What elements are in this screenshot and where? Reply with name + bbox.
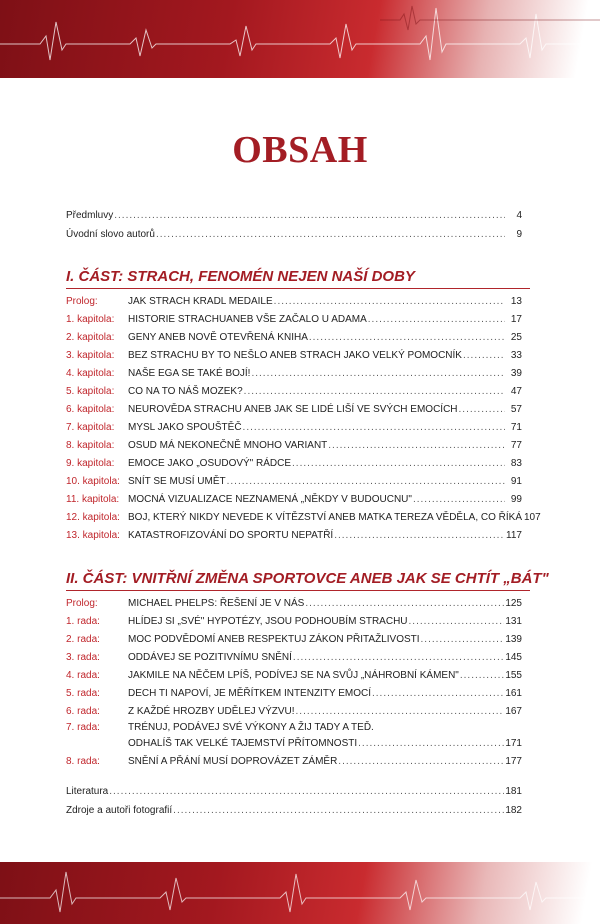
leader-dots <box>243 422 505 433</box>
leader-dots <box>293 652 504 663</box>
leader-dots <box>305 598 504 609</box>
toc-entry[interactable] <box>66 386 522 402</box>
leader-dots <box>296 706 505 717</box>
entry-title: CO NA TO NÁŠ MOZEK? <box>128 386 243 397</box>
entry-title: Úvodní slovo autorů <box>66 229 155 240</box>
toc-entry[interactable] <box>66 634 522 650</box>
toc-entry-zdroje[interactable] <box>66 805 522 821</box>
entry-page: 139 <box>505 634 522 645</box>
toc-entry[interactable] <box>66 616 522 632</box>
entry-title: HISTORIE STRACHUANEB VŠE ZAČALO U ADAMA <box>128 314 367 325</box>
entry-title: BOJ, KTERÝ NIKDY NEVEDE K VÍTĚZSTVÍ ANEB MATKA TEREZA VĚDĚLA, CO ŘÍKÁ <box>128 512 522 523</box>
leader-dots <box>409 616 505 627</box>
entry-page: 171 <box>505 738 522 749</box>
entry-title: MYSL JAKO SPOUŠTĚČ <box>128 422 242 433</box>
entry-page: 33 <box>510 350 522 361</box>
entry-title: Zdroje a autoři fotografií <box>66 805 173 816</box>
toc-entry[interactable] <box>66 598 522 614</box>
entry-label: 1. rada: <box>66 616 100 627</box>
entry-label: 4. rada: <box>66 670 100 681</box>
leader-dots <box>227 476 505 487</box>
leader-dots <box>244 386 505 397</box>
leader-dots <box>368 314 505 325</box>
leader-dots <box>421 634 505 645</box>
entry-label: Prolog: <box>66 296 98 307</box>
entry-page: 39 <box>510 368 522 379</box>
entry-label: 8. rada: <box>66 756 100 767</box>
entry-label: 3. kapitola: <box>66 350 115 361</box>
toc-entry[interactable] <box>66 314 522 330</box>
entry-label: 10. kapitola: <box>66 476 120 487</box>
toc-entry[interactable] <box>66 350 522 366</box>
entry-page: 161 <box>505 688 522 699</box>
toc-entry[interactable] <box>66 368 522 384</box>
entry-label: 13. kapitola: <box>66 530 120 541</box>
entry-label: 7. kapitola: <box>66 422 115 433</box>
entry-label: 4. kapitola: <box>66 368 115 379</box>
entry-label: 11. kapitola: <box>66 494 120 505</box>
toc-entry[interactable] <box>66 404 522 420</box>
entry-label: 5. kapitola: <box>66 386 115 397</box>
entry-title: MOCNÁ VIZUALIZACE NEZNAMENÁ „NĚKDY V BUDOUCNU" <box>128 494 412 505</box>
part-1-divider <box>66 288 530 289</box>
toc-entry-uvodni-slovo[interactable] <box>66 229 522 245</box>
leader-dots <box>372 688 504 699</box>
leader-dots <box>114 210 505 221</box>
toc-entry[interactable] <box>66 422 522 438</box>
heartbeat-line-icon <box>0 862 600 924</box>
leader-dots <box>459 404 505 415</box>
entry-label: 9. kapitola: <box>66 458 115 469</box>
entry-page: 145 <box>505 652 522 663</box>
entry-label: 2. kapitola: <box>66 332 115 343</box>
toc-entry[interactable] <box>66 512 541 528</box>
entry-page: 71 <box>510 422 522 433</box>
toc-entry[interactable] <box>66 652 522 668</box>
leader-dots <box>334 530 505 541</box>
entry-title: SNÍT SE MUSÍ UMĚT <box>128 476 226 487</box>
leader-dots <box>338 756 504 767</box>
part-2-heading: II. ČÁST: VNITŘNÍ ZMĚNA SPORTOVCE ANEB JAK SE CHTÍT „BÁT" <box>66 570 549 587</box>
toc-entry[interactable] <box>66 670 522 686</box>
toc-entry[interactable] <box>66 706 522 722</box>
entry-page: 47 <box>510 386 522 397</box>
entry-page: 117 <box>506 530 522 541</box>
entry-page: 167 <box>505 706 522 717</box>
footer-decoration-band <box>0 862 600 924</box>
entry-page: 182 <box>505 805 522 816</box>
toc-entry[interactable] <box>66 756 522 772</box>
entry-title: JAKMILE NA NĚČEM LPÍŠ, PODÍVEJ SE NA SVŮJ „NÁHROBNÍ KÁMEN" <box>128 670 459 681</box>
toc-entry-continuation[interactable] <box>66 738 522 754</box>
entry-title: NEUROVĚDA STRACHU ANEB JAK SE LIDÉ LIŠÍ VE SVÝCH EMOCÍCH <box>128 404 458 415</box>
entry-label: 5. rada: <box>66 688 100 699</box>
toc-entry[interactable] <box>66 722 522 738</box>
entry-page: 4 <box>516 210 522 221</box>
entry-label: 7. rada: <box>66 722 100 733</box>
entry-title: HLÍDEJ SI „SVÉ" HYPOTÉZY, JSOU PODHOUBÍM STRACHU <box>128 616 408 627</box>
entry-page: 77 <box>510 440 522 451</box>
entry-title: MOC PODVĚDOMÍ ANEB RESPEKTUJ ZÁKON PŘITAŽLIVOSTI <box>128 634 420 645</box>
entry-page: 107 <box>524 512 541 523</box>
leader-dots <box>413 494 505 505</box>
toc-entry[interactable] <box>66 296 522 312</box>
entry-label: 2. rada: <box>66 634 100 645</box>
entry-title: Předmluvy <box>66 210 114 221</box>
entry-label: 6. rada: <box>66 706 100 717</box>
toc-entry-literatura[interactable] <box>66 786 522 802</box>
leader-dots <box>358 738 504 749</box>
entry-page: 125 <box>505 598 522 609</box>
entry-title: NAŠE EGA SE TAKÉ BOJÍ! <box>128 368 251 379</box>
entry-page: 181 <box>505 786 522 797</box>
entry-page: 17 <box>510 314 522 325</box>
part-1-heading: I. ČÁST: STRACH, FENOMÉN NEJEN NAŠÍ DOBY <box>66 268 415 285</box>
leader-dots <box>460 670 504 681</box>
entry-label: 1. kapitola: <box>66 314 115 325</box>
toc-entry[interactable] <box>66 530 522 546</box>
toc-entry[interactable] <box>66 458 522 474</box>
entry-page: 83 <box>510 458 522 469</box>
entry-page: 99 <box>510 494 522 505</box>
page-title: OBSAH <box>232 129 368 171</box>
entry-page: 25 <box>510 332 522 343</box>
entry-title: ODDÁVEJ SE POZITIVNÍMU SNĚNÍ <box>128 652 292 663</box>
entry-page: 131 <box>505 616 522 627</box>
entry-page: 155 <box>505 670 522 681</box>
entry-page: 177 <box>505 756 522 767</box>
toc-entry[interactable] <box>66 440 522 456</box>
entry-title-continuation: ODHALÍŠ TAK VELKÉ TAJEMSTVÍ PŘÍTOMNOSTI <box>128 738 358 749</box>
entry-page: 13 <box>510 296 522 307</box>
header-decoration-band <box>0 0 600 78</box>
toc-entry[interactable] <box>66 332 522 348</box>
leader-dots <box>309 332 505 343</box>
leader-dots <box>328 440 505 451</box>
entry-title: KATASTROFIZOVÁNÍ DO SPORTU NEPATŘÍ <box>128 530 334 541</box>
entry-title: BEZ STRACHU BY TO NEŠLO ANEB STRACH JAKO VELKÝ POMOCNÍK <box>128 350 462 361</box>
leader-dots <box>156 229 505 240</box>
entry-label: 6. kapitola: <box>66 404 115 415</box>
leader-dots <box>173 805 504 816</box>
entry-title: JAK STRACH KRADL MEDAILE <box>128 296 273 307</box>
entry-title: SNĚNÍ A PŘÁNÍ MUSÍ DOPROVÁZET ZÁMĚR <box>128 756 338 767</box>
entry-title: OSUD MÁ NEKONEČNĚ MNOHO VARIANT <box>128 440 328 451</box>
heartbeat-line-icon <box>0 0 600 78</box>
entry-title: Z KAŽDÉ HROZBY UDĚLEJ VÝZVU! <box>128 706 295 717</box>
entry-title: MICHAEL PHELPS: ŘEŠENÍ JE V NÁS <box>128 598 305 609</box>
entry-title: Literatura <box>66 786 109 797</box>
toc-entry[interactable] <box>66 688 522 704</box>
leader-dots <box>463 350 505 361</box>
entry-page: 57 <box>510 404 522 415</box>
leader-dots <box>109 786 504 797</box>
leader-dots <box>274 296 505 307</box>
entry-title: EMOCE JAKO „OSUDOVÝ" RÁDCE <box>128 458 292 469</box>
entry-label: Prolog: <box>66 598 98 609</box>
entry-title: GENY ANEB NOVĚ OTEVŘENÁ KNIHA <box>128 332 308 343</box>
entry-label: 12. kapitola: <box>66 512 120 523</box>
entry-page: 91 <box>510 476 522 487</box>
toc-entry[interactable] <box>66 476 522 492</box>
entry-title: DECH TI NAPOVÍ, JE MĚŘÍTKEM INTENZITY EMOCÍ <box>128 688 371 699</box>
leader-dots <box>251 368 505 379</box>
entry-title: TRÉNUJ, PODÁVEJ SVÉ VÝKONY A ŽIJ TADY A TEĎ. <box>128 722 374 733</box>
part-2-divider <box>66 590 530 591</box>
entry-label: 3. rada: <box>66 652 100 663</box>
leader-dots <box>292 458 505 469</box>
toc-entry-predmluvy[interactable] <box>66 210 522 226</box>
entry-label: 8. kapitola: <box>66 440 115 451</box>
toc-entry[interactable] <box>66 494 522 510</box>
entry-page: 9 <box>516 229 522 240</box>
